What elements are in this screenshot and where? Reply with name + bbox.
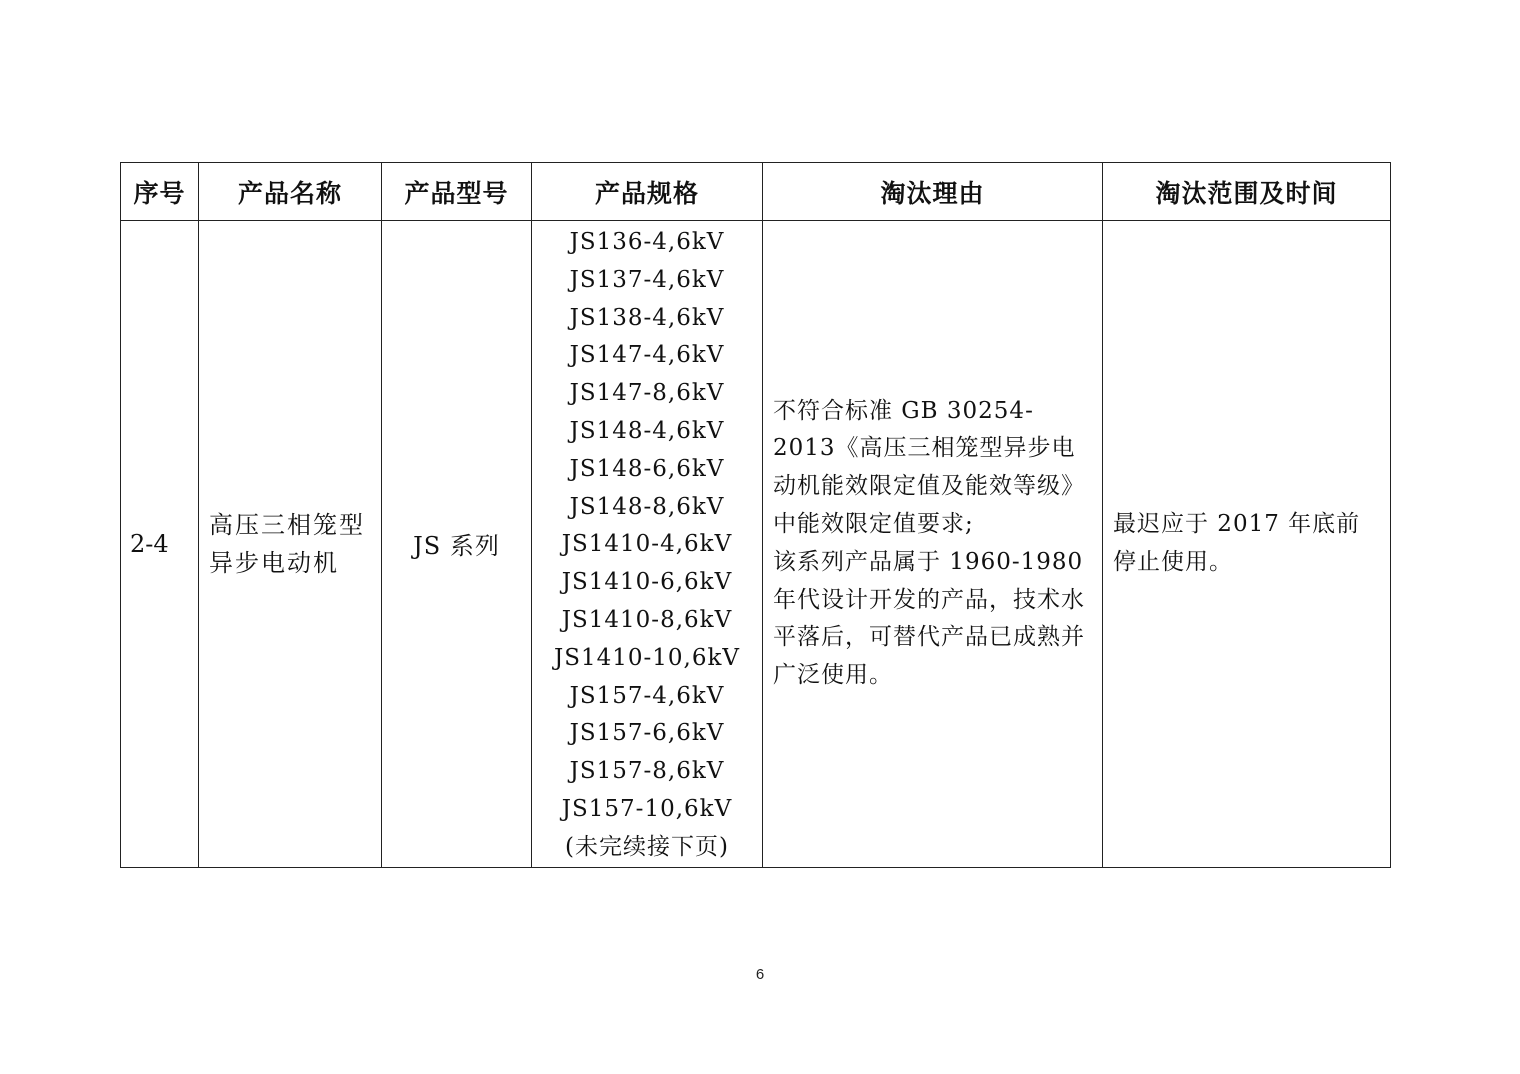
spec-item: JS147-4,6kV	[569, 342, 725, 369]
cell-elimination-scope-time: 最迟应于 2017 年底前停止使用。	[1103, 221, 1391, 868]
spec-item: JS136-4,6kV	[569, 229, 725, 255]
spec-item: JS1410-6,6kV	[561, 569, 733, 596]
header-seq: 序号	[121, 163, 199, 221]
page-number: 6	[755, 966, 765, 983]
cell-elimination-reason	[763, 221, 1103, 868]
spec-item: JS157-4,6kV	[569, 682, 725, 709]
cell-product-spec	[532, 221, 763, 868]
header-elimination-reason: 淘汰理由	[763, 163, 1103, 221]
continued-note: (未完续接下页)	[565, 833, 729, 860]
spec-item: JS1410-4,6kV	[561, 531, 733, 558]
spec-item: JS157-6,6kV	[569, 720, 725, 747]
cell-product-model: JS 系列	[382, 221, 532, 868]
header-product-name: 产品名称	[199, 163, 382, 221]
spec-item: JS148-4,6kV	[569, 417, 725, 444]
product-elimination-table	[120, 162, 1391, 868]
spec-item: JS148-6,6kV	[569, 455, 725, 482]
table-row	[121, 221, 1391, 868]
spec-item: JS138-4,6kV	[569, 304, 725, 331]
reason-paragraph: 该系列产品属于 1960-1980 年代设计开发的产品，技术水平落后，可替代产品已成熟并广泛使用。	[773, 548, 1085, 689]
spec-item: JS1410-10,6kV	[553, 644, 741, 671]
product-name-line: 异步电动机	[209, 548, 339, 577]
spec-item: JS147-8,6kV	[569, 380, 725, 407]
spec-item: JS157-8,6kV	[569, 758, 725, 785]
spec-item: JS148-8,6kV	[569, 493, 725, 520]
header-elimination-scope-time: 淘汰范围及时间	[1103, 163, 1391, 221]
spec-item: JS1410-8,6kV	[561, 606, 733, 633]
cell-product-name	[199, 221, 382, 868]
product-name-line: 高压三相笼型	[209, 510, 365, 539]
spec-item: JS137-4,6kV	[569, 266, 725, 293]
reason-paragraph: 不符合标准 GB 30254-2013《高压三相笼型异步电动机能效限定值及能效等级》中能效限定值要求;	[773, 397, 1085, 537]
header-product-spec: 产品规格	[532, 163, 763, 221]
table-header-row	[121, 163, 1391, 221]
cell-seq: 2-4	[121, 221, 199, 868]
header-product-model: 产品型号	[382, 163, 532, 221]
spec-item: JS157-10,6kV	[561, 795, 733, 822]
